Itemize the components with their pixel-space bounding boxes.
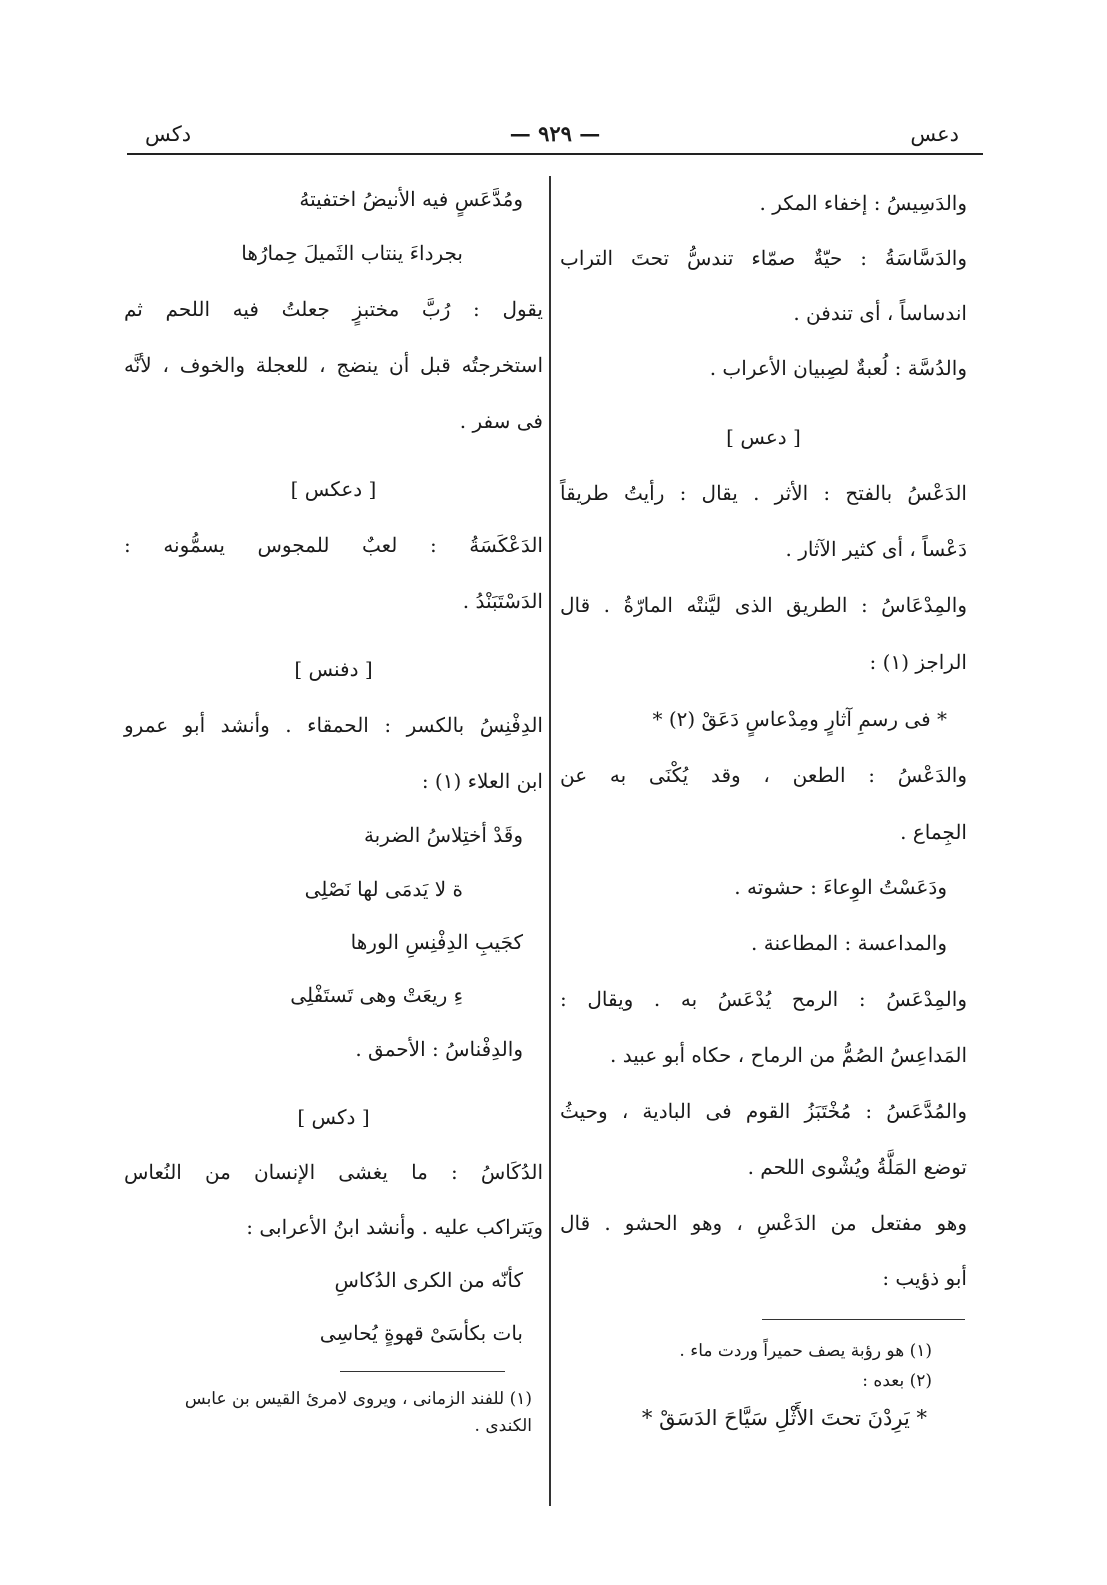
text-line: ودَعَسْتُ الوِعاءَ : حشوته . <box>734 875 947 899</box>
column-divider <box>549 176 551 1506</box>
footnote-rule <box>762 1319 965 1320</box>
text-line: وهو مفتعل من الدَعْسِ ، وهو الحشو . قال <box>560 1211 967 1235</box>
verse-line: ءِ ريعَتْ وهى تَستَفْلِى <box>290 983 463 1007</box>
text-line: والمِدْعَاسُ : الطريق الذى ليَّنتْه المارّةُ . قال <box>560 593 967 617</box>
text-line: ويَتراكب عليه . وأنشد ابنُ الأعرابى : <box>246 1215 543 1239</box>
text-line: والمُدَّعَسُ : مُخْتَبَزُ القوم فى البادية ، وحيثُ <box>560 1099 967 1123</box>
header-left-word: دكس <box>145 122 192 146</box>
text-line: والمِدْعَسُ : الرمح يُدْعَسُ به . ويقال : <box>560 987 967 1011</box>
verse-line: كجَيبِ الدِفْنِسِ الورها <box>350 930 523 954</box>
text-line: والدُسَّة : لُعبةٌ لصِبيان الأعراب . <box>709 356 967 380</box>
text-line: الجِماع . <box>900 820 967 844</box>
footnote: (١) للفند الزمانى ، ويروى لامرئ القيس بن عابس <box>184 1389 532 1409</box>
text-line: والدِفْناسُ : الأحمق . <box>355 1037 523 1061</box>
footnote-verse: * يَرِدْنَ تحتَ الأَثْلِ سَيَّاحَ الدَسَقْ * <box>641 1406 927 1430</box>
footnote-rule <box>340 1371 505 1372</box>
text-line: الدِفْنِسُ بالكسر : الحمقاء . وأنشد أبو عمرو <box>124 713 543 737</box>
text-line: فى سفر . <box>459 409 543 433</box>
text-line: والمداعسة : المطاعنة . <box>751 931 947 955</box>
text-line: والدَسِيسُ : إخفاء المكر . <box>759 191 967 215</box>
text-line: الدَعْكَسَةُ : لعبٌ للمجوس يسمُّونه : <box>124 533 543 557</box>
header-rule <box>127 153 983 155</box>
verse-line: ومُدَّعَسٍ فيه الأنيضُ اختفيتهُ <box>299 187 523 211</box>
verse-line: * فى رسمِ آثارٍ ومِدْعاسٍ دَعَقْ (٢) * <box>652 707 947 731</box>
text-line: الدَعْسُ بالفتح : الأثر . يقال : رأيتُ طريقاً <box>560 481 967 505</box>
text-line: ابن العلاء (١) : <box>421 769 543 793</box>
page-number: — ٩٢٩ — <box>509 121 601 146</box>
header-right-word: دعس <box>910 122 959 146</box>
section-heading: [ دعكس ] <box>290 477 377 501</box>
footnote: الكندى . <box>474 1416 532 1436</box>
footnote: (٢) بعده : <box>862 1371 932 1391</box>
footnote: (١) هو رؤبة يصف حميراً وردت ماء . <box>679 1341 932 1361</box>
text-line: المَداعِسُ الصُمُّ من الرماح ، حكاه أبو عبيد . <box>610 1043 967 1067</box>
text-line: توضع المَلَّةُ ويُشْوى اللحم . <box>747 1155 967 1179</box>
verse-line: بات بكأسَىْ قهوةٍ يُحاسِى <box>319 1321 523 1345</box>
verse-line: بجرداءَ ينتاب الثَميلَ حِمارُها <box>241 241 463 265</box>
section-heading: [ دفنس ] <box>294 657 373 681</box>
text-line: والدَسَّاسَةُ : حيّةٌ صمّاء تندسُّ تحتَ التراب <box>560 246 967 270</box>
text-line: اندساساً ، أى تندفن . <box>793 301 967 325</box>
text-line: والدَعْسُ : الطعن ، وقد يُكْنَى به عن <box>560 763 967 787</box>
section-heading: [ دكس ] <box>297 1105 370 1129</box>
verse-line: ة لا يَدمَى لها نَصْلِى <box>304 877 463 901</box>
text-line: الدُكَاسُ : ما يغشى الإنسان من النُعاس <box>124 1160 543 1184</box>
verse-line: كأنّه من الكرى الدُكاسِ <box>334 1268 523 1292</box>
verse-line: وقَدْ أختِلاسُ الضربة <box>363 823 523 847</box>
text-line: الراجز (١) : <box>869 650 967 674</box>
section-heading: [ دعس ] <box>726 425 801 449</box>
text-line: أبو ذؤيب : <box>882 1266 967 1290</box>
text-line: يقول : رُبَّ مختبزٍ جعلتُ فيه اللحم ثم <box>124 297 543 321</box>
text-line: الدَسْتَبَنْدُ . <box>462 589 543 613</box>
text-line: دَعْساً ، أى كثير الآثار . <box>785 537 967 561</box>
text-line: استخرجتُه قبل أن ينضج ، للعجلة والخوف ، لأنَّه <box>124 353 543 377</box>
